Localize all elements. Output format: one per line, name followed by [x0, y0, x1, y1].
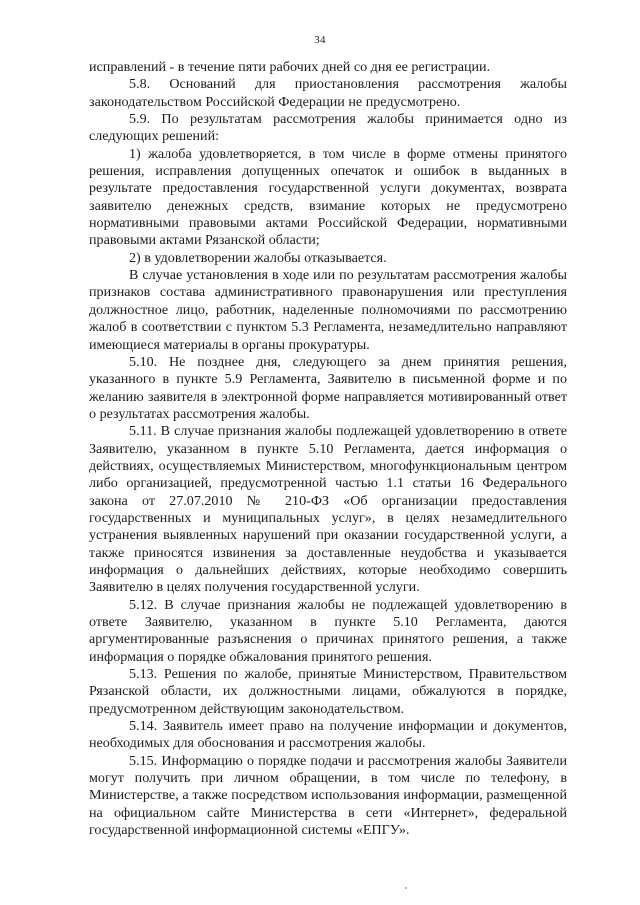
document-body	[89, 59, 567, 839]
paragraph-5-9-prosecution: В случае установления в ходе или по результатам рассмотрения жалобы признаков состава административного правонарушения или преступления должностное лицо, работник, наделенные полномочиями по рассмотрению жалоб в соответствии с пунктом 5.3 Регламента, незамедлительно направляют имеющиеся материалы в органы прокуратуры.	[89, 267, 567, 353]
scan-speck	[405, 887, 407, 889]
paragraph-5-9: 5.9. По результатам рассмотрения жалобы принимается одно из следующих решений:	[89, 111, 567, 145]
paragraph-5-14: 5.14. Заявитель имеет право на получение информации и документов, необходимых для обоснования и рассмотрения жалобы.	[89, 718, 567, 752]
paragraph-5-10: 5.10. Не позднее дня, следующего за днем принятия решения, указанного в пункте 5.9 Регламента, Заявителю в письменной форме и по желанию заявителя в электронной форме направляется мотивированный ответ о результатах рассмотрения жалобы.	[89, 353, 567, 422]
page-number: 34	[314, 34, 326, 46]
paragraph-continuation: исправлений - в течение пяти рабочих дней со дня ее регистрации.	[89, 59, 491, 75]
paragraph-5-9-item-1: 1) жалоба удовлетворяется, в том числе в форме отмены принятого решения, исправления допущенных опечаток и ошибок в выданных в результате предоставления государственной услуги документах, возврата заявителю денежных средств, взимание которых не предусмотрено нормативными правовыми актами Российской Федерации, нормативными правовыми актами Рязанской области;	[89, 145, 567, 249]
paragraph-5-11: 5.11. В случае признания жалобы подлежащей удовлетворению в ответе Заявителю, указанном в пункте 5.10 Регламента, дается информация о действиях, осуществляемых Министерством, многофункциональным центром либо организацией, предусмотренной частью 1.1 статьи 16 Федерального закона от 27.07.2010 № 210-ФЗ «Об организации предоставления государственных и муниципальных услуг», в целях незамедлительного устранения выявленных нарушений при оказании государственной услуги, а также приносятся извинения за доставленные неудобства и указывается информация о дальнейших действиях, которые необходимо совершить Заявителю в целях получения государственной услуги.	[89, 423, 567, 596]
paragraph-5-13: 5.13. Решения по жалобе, принятые Министерством, Правительством Рязанской области, их должностными лицами, обжалуются в порядке, предусмотренном действующим законодательством.	[89, 666, 567, 717]
paragraph-5-9-item-2: 2) в удовлетворении жалобы отказывается.	[129, 249, 387, 266]
paragraph-5-8: 5.8. Оснований для приостановления рассмотрения жалобы законодательством Российской Федерации не предусмотрено.	[89, 76, 567, 110]
paragraph-5-12: 5.12. В случае признания жалобы не подлежащей удовлетворению в ответе Заявителю, указанном в пункте 5.10 Регламента, даются аргументированные разъяснения о причинах принятого решения, а также информация о порядке обжалования принятого решения.	[89, 596, 567, 665]
paragraph-5-15: 5.15. Информацию о порядке подачи и рассмотрения жалобы Заявители могут получить при личном обращении, в том числе по телефону, в Министерстве, а также посредством использования информации, размещенной на официальном сайте Министерства в сети «Интернет», федеральной государственной информационной системы «ЕПГУ».	[89, 752, 567, 839]
